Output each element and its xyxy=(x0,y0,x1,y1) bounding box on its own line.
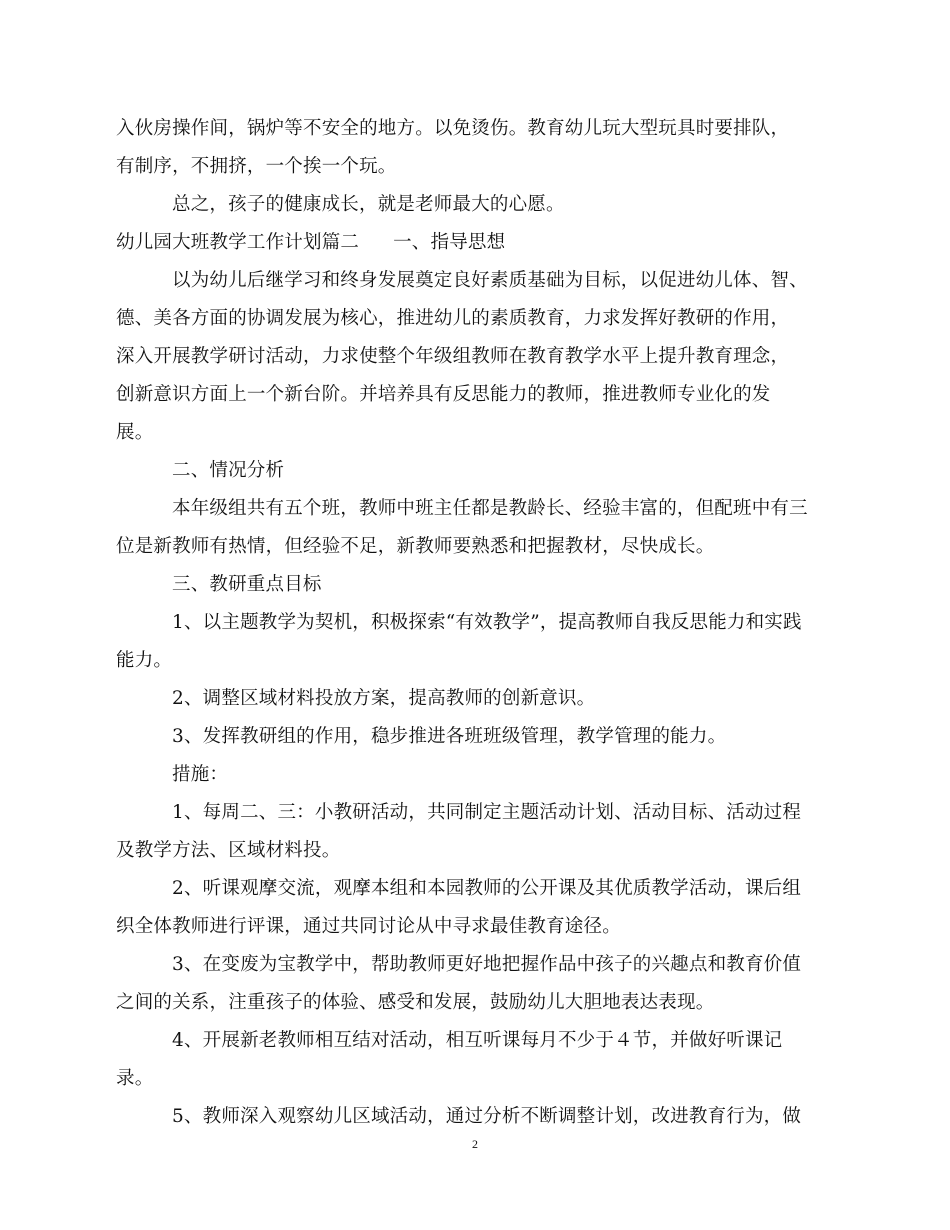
chapter-title: 幼儿园大班教学工作计划篇二 xyxy=(116,232,360,253)
text-line: 3、在变废为宝教学中，帮助教师更好地把握作品中孩子的兴趣点和教育价值 xyxy=(172,954,802,975)
text-line: 能力。 xyxy=(116,650,173,671)
text-line: 2、听课观摩交流，观摩本组和本园教师的公开课及其优质教学活动，课后组 xyxy=(172,878,802,899)
text-line: 以为幼儿后继学习和终身发展奠定良好素质基础为目标，以促进幼儿体、智、 xyxy=(172,270,808,291)
text-line: 2、调整区域材料投放方案，提高教师的创新意识。 xyxy=(172,688,596,709)
text-line: 本年级组共有五个班，教师中班主任都是教龄长、经验丰富的，但配班中有三 xyxy=(172,498,808,519)
text-line: 及教学方法、区域材料投。 xyxy=(116,840,341,861)
text-line: 5、教师深入观察幼儿区域活动，通过分析不断调整计划，改进教育行为，做 xyxy=(172,1106,802,1127)
section-title: 措施： xyxy=(172,764,229,785)
text-line: 3、发挥教研组的作用，稳步推进各班班级管理，教学管理的能力。 xyxy=(172,726,727,747)
section-heading-line xyxy=(116,231,836,255)
text-line: 1、以主题教学为契机，积极探索“有效教学”，提高教师自我反思能力和实践 xyxy=(172,612,802,633)
text-line: 录。 xyxy=(116,1068,154,1089)
text-line: 创新意识方面上一个新台阶。并培养具有反思能力的教师，推进教师专业化的发 xyxy=(116,384,771,405)
section-title: 三、教研重点目标 xyxy=(172,574,322,595)
text-line: 总之，孩子的健康成长，就是老师最大的心愿。 xyxy=(172,194,565,215)
text-line: 德、美各方面的协调发展为核心，推进幼儿的素质教育，力求发挥好教研的作用， xyxy=(116,308,790,329)
text-line: 深入开展教学研讨活动，力求使整个年级组教师在教育教学水平上提升教育理念， xyxy=(116,346,790,367)
text-line: 4、开展新老教师相互结对活动，相互听课每月不少于４节，并做好听课记 xyxy=(172,1030,783,1051)
text-line: 织全体教师进行评课，通过共同讨论从中寻求最佳教育途径。 xyxy=(116,916,621,937)
text-line: 位是新教师有热情，但经验不足，新教师要熟悉和把握教材，尽快成长。 xyxy=(116,536,715,557)
text-line: 展。 xyxy=(116,422,154,443)
section-title: 一、指导思想 xyxy=(393,232,506,253)
text-line: 之间的关系，注重孩子的体验、感受和发展，鼓励幼儿大胆地表达表现。 xyxy=(116,992,715,1013)
page-number: 2 xyxy=(472,1137,478,1151)
text-line: 1、每周二、三：小教研活动，共同制定主题活动计划、活动目标、活动过程 xyxy=(172,802,802,823)
section-title: 二、情况分析 xyxy=(172,460,285,481)
text-line: 有制序，不拥挤，一个挨一个玩。 xyxy=(116,156,397,177)
text-line: 入伙房操作间，锅炉等不安全的地方。以免烫伤。教育幼儿玩大型玩具时要排队， xyxy=(116,118,790,139)
